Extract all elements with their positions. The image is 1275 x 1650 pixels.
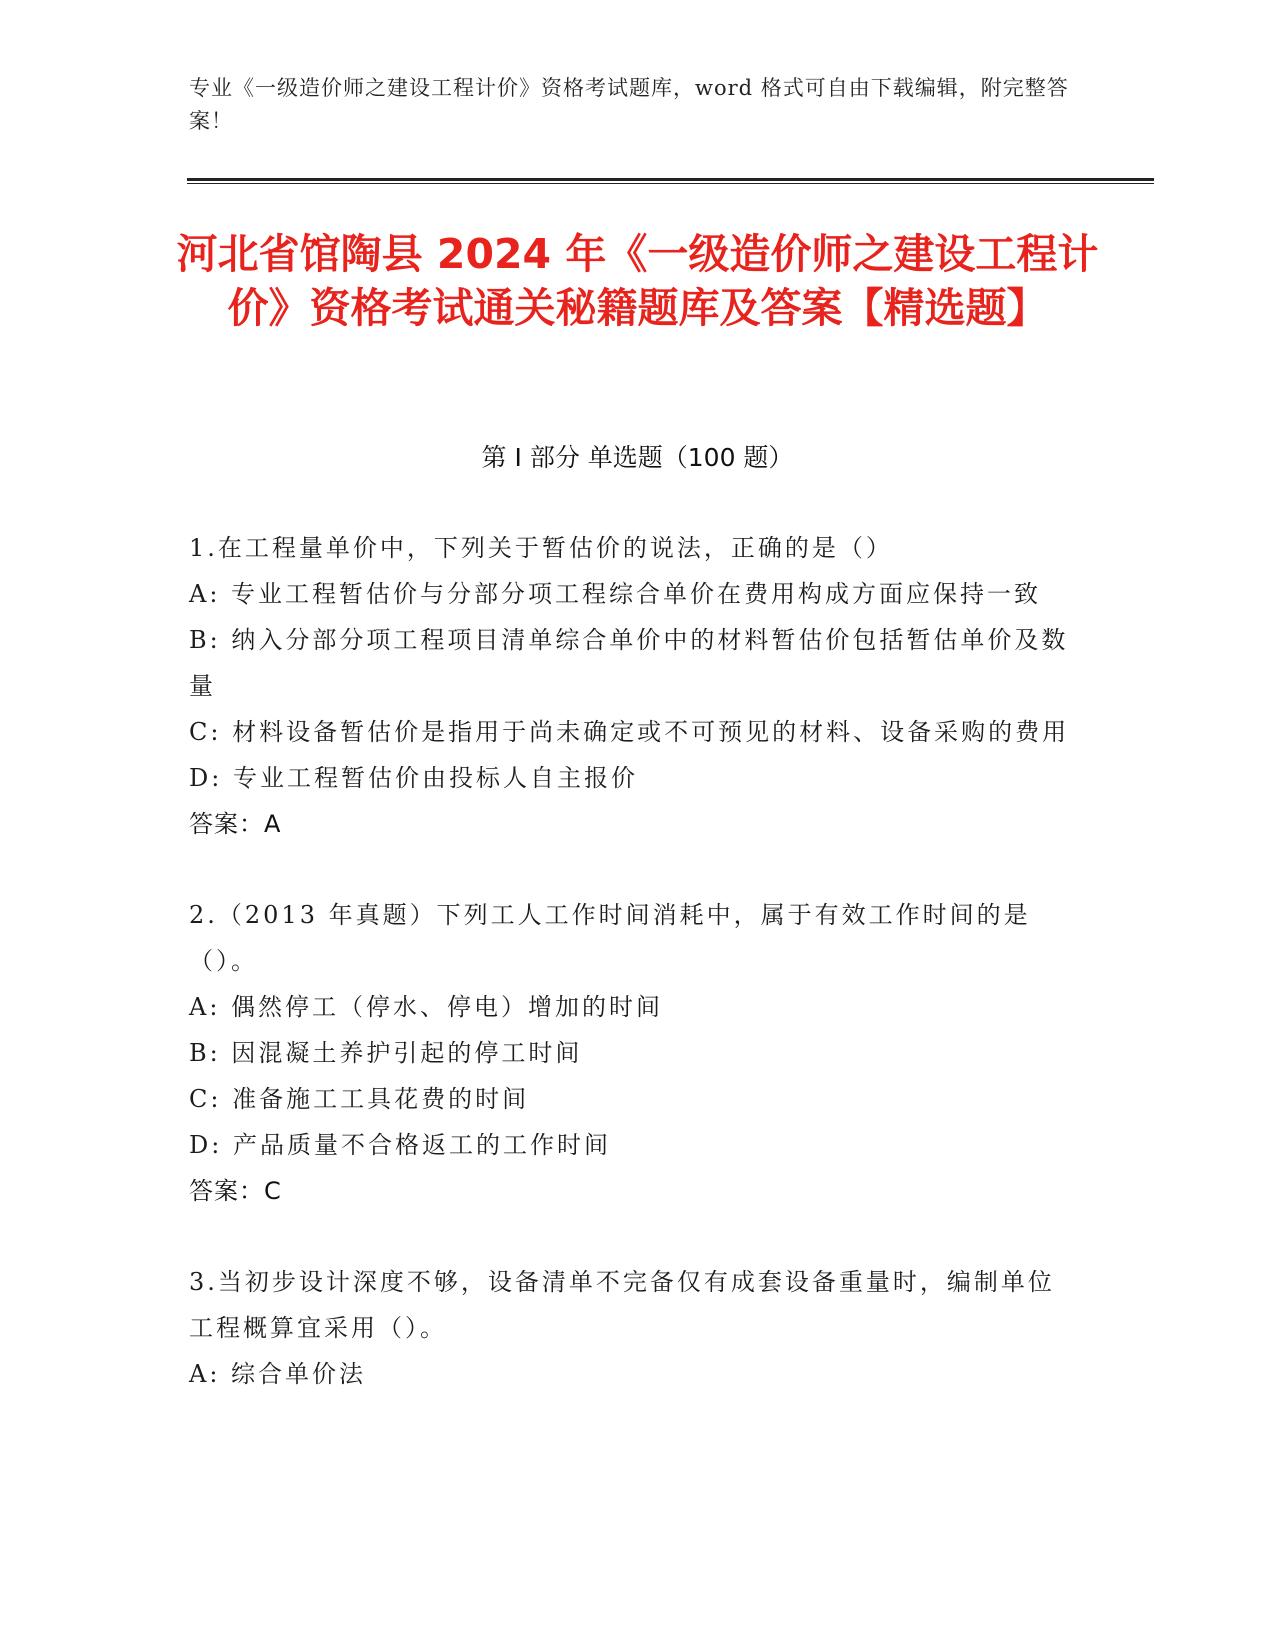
question-stem: 1.在工程量单价中，下列关于暂估价的说法，正确的是（） [189,534,893,562]
header-divider-thick [187,178,1154,181]
option-a: A: 专业工程暂估价与分部分项工程综合单价在费用构成方面应保持一致 [189,580,1042,608]
question-2 [189,892,1079,1214]
question-stem: 2.（2013 年真题）下列工人工作时间消耗中，属于有效工作时间的是（）。 [189,901,1031,975]
answer-label: 答案：A [189,810,282,838]
question-list [189,525,1079,1442]
option-a: A: 偶然停工（停水、停电）增加的时间 [189,993,664,1021]
question-3 [189,1259,1079,1397]
option-d: D: 专业工程暂估价由投标人自主报价 [189,764,638,792]
option-b: B: 纳入分部分项工程项目清单综合单价中的材料暂估价包括暂估单价及数量 [189,626,1069,700]
option-a: A: 综合单价法 [189,1360,367,1388]
section-heading: 第 I 部分 单选题（100 题） [481,443,794,472]
document-title: 河北省馆陶县 2024 年《一级造价师之建设工程计价》资格考试通关秘籍题库及答案【精选题】 [176,230,1099,332]
question-1 [189,525,1079,847]
question-stem: 3.当初步设计深度不够，设备清单不完备仅有成套设备重量时，编制单位工程概算宜采用（）。 [189,1268,1055,1342]
option-c: C: 材料设备暂估价是指用于尚未确定或不可预见的材料、设备采购的费用 [189,718,1070,746]
answer-label: 答案：C [189,1177,282,1205]
option-b: B: 因混凝土养护引起的停工时间 [189,1039,583,1067]
header-divider-thin [187,183,1154,184]
option-d: D: 产品质量不合格返工的工作时间 [189,1131,611,1159]
header-note: 专业《一级造价师之建设工程计价》资格考试题库，word 格式可自由下载编辑，附完整答案！ [189,76,1069,133]
option-c: C: 准备施工工具花费的时间 [189,1085,530,1113]
